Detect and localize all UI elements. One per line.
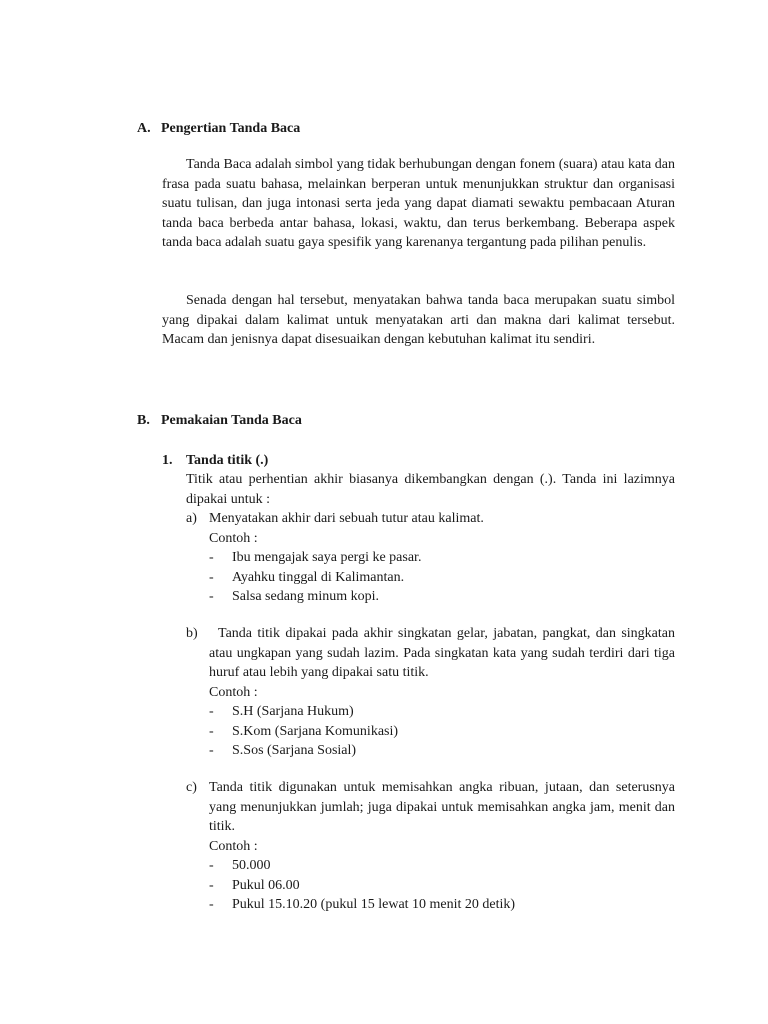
- sub-a-marker: a): [186, 511, 197, 526]
- sub-c-bullet-3: Pukul 15.10.20 (pukul 15 lewat 10 menit 20 detik): [232, 897, 516, 912]
- bullet-dash: -: [209, 858, 214, 873]
- bullet-dash: -: [209, 569, 214, 585]
- sub-b-bullet-3: S.Sos (Sarjana Sosial): [232, 743, 357, 758]
- section-b-marker: B.: [137, 413, 150, 428]
- sub-a-block: [186, 509, 675, 609]
- sub-b-bullet-2: S.Kom (Sarjana Komunikasi): [232, 723, 399, 739]
- bullet-dash: -: [209, 550, 214, 565]
- sub-a-text: Menyatakan akhir dari sebuah tutur atau kalimat.: [209, 511, 484, 526]
- section-b-heading: [137, 411, 437, 431]
- bullet-dash: -: [209, 897, 214, 912]
- section-b-title: Pemakaian Tanda Baca: [161, 413, 302, 428]
- sub-a-bullet-1: Ibu mengajak saya pergi ke pasar.: [232, 550, 422, 565]
- bullet-dash: -: [209, 877, 214, 893]
- bullet-dash: -: [209, 743, 214, 758]
- section-a-heading: [137, 119, 437, 139]
- sub-a-bullet-2: Ayahku tinggal di Kalimantan.: [232, 569, 405, 585]
- sub-c-block: [186, 778, 675, 918]
- bullet-dash: -: [209, 589, 214, 604]
- sub-c-bullet-2: Pukul 06.00: [232, 877, 300, 893]
- sub-a-example-label: Contoh :: [209, 530, 258, 546]
- item-1-title: Tanda titik (.): [186, 453, 269, 468]
- item-1-intro: Titik atau perhentian akhir biasanya dikembangkan dengan (.). Tanda ini lazimnya dipakai untuk :: [186, 472, 675, 507]
- sub-c-example-label: Contoh :: [209, 838, 258, 854]
- sub-b-bullet-1: S.H (Sarjana Hukum): [232, 704, 354, 719]
- bullet-dash: -: [209, 723, 214, 739]
- sub-c-marker: c): [186, 780, 197, 795]
- sub-c-bullet-1: 50.000: [232, 858, 271, 873]
- section-a-paragraph-1: Tanda Baca adalah simbol yang tidak berhubungan dengan fonem (suara) atau kata dan frasa pada suatu bahasa, melainkan berperan untuk menunjukkan struktur dan organisasi suatu tulisan, dan juga intonasi serta jeda yang dapat diamati sewaktu pembacaan Aturan tanda baca berbeda antar bahasa, lokasi, waktu, dan terus berkembang. Beberapa aspek tanda baca adalah suatu gaya spesifik yang karenanya tergantung pada pilihan penulis.: [162, 157, 675, 250]
- sub-a-bullet-3: Salsa sedang minum kopi.: [232, 589, 379, 604]
- sub-c-text: Tanda titik digunakan untuk memisahkan angka ribuan, jutaan, dan seterusnya yang menunjukkan jumlah; juga dipakai untuk memisahkan angka jam, menit dan titik.: [209, 780, 675, 834]
- bullet-dash: -: [209, 704, 214, 719]
- section-a-title: Pengertian Tanda Baca: [161, 121, 301, 136]
- sub-b-block: [186, 624, 675, 764]
- sub-b-marker: b): [186, 626, 198, 641]
- item-1-heading: [162, 451, 462, 471]
- item-1-marker: 1.: [162, 453, 173, 468]
- section-a-paragraph-2: Senada dengan hal tersebut, menyatakan bahwa tanda baca merupakan suatu simbol yang dipakai dalam kalimat untuk menyatakan arti dan makna dari kalimat tersebut. Macam dan jenisnya dapat disesuaikan dengan kebutuhan kalimat itu sendiri.: [162, 293, 675, 347]
- sub-b-text: Tanda titik dipakai pada akhir singkatan gelar, jabatan, pangkat, dan singkatan atau ungkapan yang sudah lazim. Pada singkatan kata yang sudah terdiri dari tiga huruf atau lebih yang dipakai satu titik.: [209, 626, 675, 680]
- section-a-marker: A.: [137, 121, 151, 136]
- sub-b-example-label: Contoh :: [209, 684, 258, 700]
